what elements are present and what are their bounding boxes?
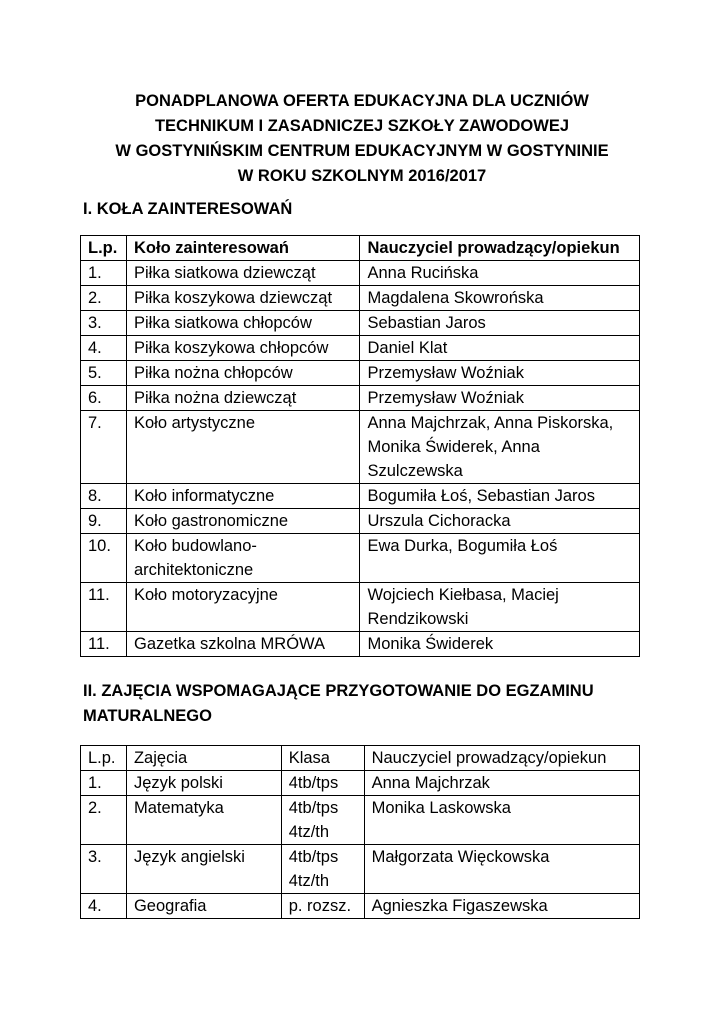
table-cell: 4tb/tps 4tz/th bbox=[281, 845, 364, 894]
table-cell: Przemysław Woźniak bbox=[360, 386, 640, 411]
table-cell: 2. bbox=[81, 796, 127, 845]
table-cell: Monika Laskowska bbox=[364, 796, 639, 845]
table-cell: Małgorzata Więckowska bbox=[364, 845, 639, 894]
clubs-table bbox=[80, 235, 640, 657]
header-cell-club: Koło zainteresowań bbox=[126, 236, 360, 261]
section-2-heading: II. ZAJĘCIA WSPOMAGAJĄCE PRZYGOTOWANIE DO EGZAMINU MATURALNEGO bbox=[83, 682, 594, 725]
document-title bbox=[0, 89, 724, 189]
table-cell: Anna Majchrzak, Anna Piskorska, Monika Świderek, Anna Szulczewska bbox=[360, 411, 640, 484]
table-row bbox=[81, 771, 640, 796]
section-1-heading: I. KOŁA ZAINTERESOWAŃ bbox=[83, 200, 293, 218]
table-cell: Matematyka bbox=[126, 796, 281, 845]
table-row bbox=[81, 534, 640, 583]
table-cell: 4tb/tps 4tz/th bbox=[281, 796, 364, 845]
header-cell-class: Klasa bbox=[281, 746, 364, 771]
table-cell: 1. bbox=[81, 771, 127, 796]
table-cell: Wojciech Kiełbasa, Maciej Rendzikowski bbox=[360, 583, 640, 632]
table-row bbox=[81, 583, 640, 632]
table-cell: 7. bbox=[81, 411, 127, 484]
table-cell: 4. bbox=[81, 894, 127, 919]
table-row bbox=[81, 311, 640, 336]
header-cell-teacher: Nauczyciel prowadzący/opiekun bbox=[360, 236, 640, 261]
table-row bbox=[81, 336, 640, 361]
table-cell: Piłka nożna dziewcząt bbox=[126, 386, 360, 411]
title-line: PONADPLANOWA OFERTA EDUKACYJNA DLA UCZNIÓW bbox=[135, 92, 589, 110]
table-row bbox=[81, 286, 640, 311]
table-cell: 4tb/tps bbox=[281, 771, 364, 796]
table-row bbox=[81, 894, 640, 919]
table-cell: Piłka koszykowa chłopców bbox=[126, 336, 360, 361]
table-row bbox=[81, 386, 640, 411]
table-cell: Piłka siatkowa chłopców bbox=[126, 311, 360, 336]
table-cell: 2. bbox=[81, 286, 127, 311]
table-cell: Koło budowlano-architektoniczne bbox=[126, 534, 360, 583]
table-cell: Magdalena Skowrońska bbox=[360, 286, 640, 311]
table-cell: Agnieszka Figaszewska bbox=[364, 894, 639, 919]
table-row bbox=[81, 796, 640, 845]
table-cell: 6. bbox=[81, 386, 127, 411]
table-cell: Koło artystyczne bbox=[126, 411, 360, 484]
table-cell: Monika Świderek bbox=[360, 632, 640, 657]
table-row bbox=[81, 361, 640, 386]
exam-prep-table bbox=[80, 745, 640, 919]
table-row bbox=[81, 509, 640, 534]
table-row bbox=[81, 411, 640, 484]
table-cell: 3. bbox=[81, 311, 127, 336]
table-cell: Urszula Cichoracka bbox=[360, 509, 640, 534]
table-cell: Anna Majchrzak bbox=[364, 771, 639, 796]
table-row bbox=[81, 632, 640, 657]
table-cell: Sebastian Jaros bbox=[360, 311, 640, 336]
table-cell: p. rozsz. bbox=[281, 894, 364, 919]
table-cell: Bogumiła Łoś, Sebastian Jaros bbox=[360, 484, 640, 509]
table-cell: 11. bbox=[81, 632, 127, 657]
table-cell: 5. bbox=[81, 361, 127, 386]
table-cell: 11. bbox=[81, 583, 127, 632]
title-line: W ROKU SZKOLNYM 2016/2017 bbox=[237, 167, 487, 185]
table-cell: Ewa Durka, Bogumiła Łoś bbox=[360, 534, 640, 583]
table-cell: Piłka siatkowa dziewcząt bbox=[126, 261, 360, 286]
table-header-row bbox=[81, 746, 640, 771]
table-cell: Geografia bbox=[126, 894, 281, 919]
table-cell: Przemysław Woźniak bbox=[360, 361, 640, 386]
header-cell-lp: L.p. bbox=[81, 746, 127, 771]
header-cell-lp: L.p. bbox=[81, 236, 127, 261]
table-cell: Piłka nożna chłopców bbox=[126, 361, 360, 386]
table-cell: 4. bbox=[81, 336, 127, 361]
table-cell: Anna Rucińska bbox=[360, 261, 640, 286]
table-cell: Koło informatyczne bbox=[126, 484, 360, 509]
table-row bbox=[81, 845, 640, 894]
header-cell-teacher: Nauczyciel prowadzący/opiekun bbox=[364, 746, 639, 771]
table-row bbox=[81, 261, 640, 286]
header-cell-subject: Zajęcia bbox=[126, 746, 281, 771]
table-cell: 8. bbox=[81, 484, 127, 509]
table-cell: 1. bbox=[81, 261, 127, 286]
table-cell: Koło motoryzacyjne bbox=[126, 583, 360, 632]
table-cell: Piłka koszykowa dziewcząt bbox=[126, 286, 360, 311]
table-cell: Koło gastronomiczne bbox=[126, 509, 360, 534]
table-cell: Język polski bbox=[126, 771, 281, 796]
table-cell: 3. bbox=[81, 845, 127, 894]
title-line: TECHNIKUM I ZASADNICZEJ SZKOŁY ZAWODOWEJ bbox=[154, 117, 570, 135]
table-cell: Język angielski bbox=[126, 845, 281, 894]
title-line: W GOSTYNIŃSKIM CENTRUM EDUKACYJNYM W GOSTYNINIE bbox=[115, 142, 609, 160]
table-cell: 10. bbox=[81, 534, 127, 583]
table-header-row bbox=[81, 236, 640, 261]
table-cell: Daniel Klat bbox=[360, 336, 640, 361]
table-cell: Gazetka szkolna MRÓWA bbox=[126, 632, 360, 657]
table-row bbox=[81, 484, 640, 509]
table-cell: 9. bbox=[81, 509, 127, 534]
